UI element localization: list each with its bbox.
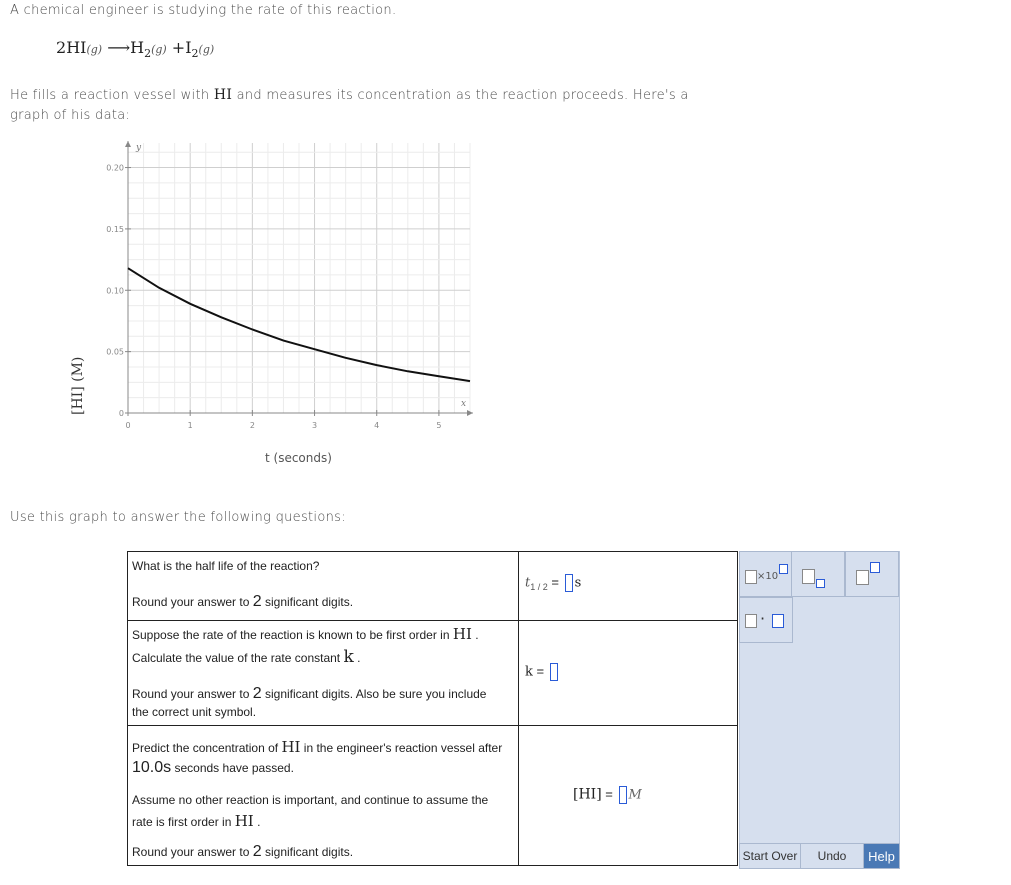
q3-line1-post: in the engineer's reaction vessel after: [303, 741, 503, 755]
question-row-3: [128, 726, 738, 866]
q2-round-pre: Round your answer to: [132, 687, 250, 701]
q3-time-unit: s: [163, 759, 172, 776]
x-axis-label: [265, 451, 332, 465]
q1-round-post: significant digits.: [265, 595, 354, 609]
x10-base-box: [745, 570, 757, 584]
q1-round: [132, 593, 514, 611]
help-button[interactable]: Help: [863, 843, 900, 869]
q3-line1-pre: Predict the concentration of: [132, 741, 279, 755]
superscript-base-box: [856, 570, 869, 585]
start-over-button[interactable]: Start Over: [739, 843, 801, 869]
q1-prompt: [128, 552, 519, 621]
q3-assume-1: Assume no other reaction is important, and continue to assume the: [132, 793, 489, 807]
q1-answer-cell: [519, 552, 738, 621]
q3-round: [132, 843, 514, 861]
q3-line-2: [132, 759, 514, 777]
q3-equals: =: [605, 786, 613, 802]
multiply-dot-button[interactable]: [739, 597, 793, 643]
eq-sub-2: 2: [191, 47, 199, 61]
q2-round: [132, 685, 514, 703]
y-tick-label: 0.05: [106, 347, 124, 357]
q1-t-sub: 1 / 2: [530, 582, 548, 593]
q3-assume2-post: .: [257, 815, 261, 829]
description-pre: He fills a reaction vessel with: [10, 88, 210, 103]
subscript-base-box: [802, 569, 815, 584]
description-line-1: [10, 87, 689, 103]
intro-text: A chemical engineer is studying the rate of this reaction.: [10, 3, 397, 18]
y-tick-label: 0.20: [106, 163, 124, 173]
q1-answer-input[interactable]: [565, 574, 573, 592]
q1-answer: [525, 574, 581, 592]
q3-line1-hi: HI: [281, 738, 301, 756]
q3-hi-label: [HI]: [573, 786, 602, 803]
q2-answer: [525, 663, 560, 681]
q3-round-pre: Round your answer to: [132, 845, 250, 859]
eq-sub-1: 2: [144, 47, 152, 61]
x-tick-label: 0: [125, 421, 131, 430]
question-row-2: [128, 621, 738, 726]
eq-plus: +: [171, 38, 186, 57]
eq-phase-1: (g): [86, 43, 103, 56]
question-row-1: [128, 552, 738, 621]
graph-ticks: [106, 164, 441, 430]
y-axis-label: [HI] (M): [70, 356, 86, 415]
y-tick-label: 0.15: [106, 224, 124, 234]
y-axis-arrow: [125, 141, 131, 147]
dot-right-box: [772, 614, 784, 628]
q1-equals: =: [551, 574, 559, 590]
use-graph-text: Use this graph to answer the following questions:: [10, 510, 346, 525]
description-line-2: graph of his data:: [10, 108, 131, 123]
q2-answer-cell: [519, 621, 738, 726]
eq-h2: H: [130, 38, 145, 57]
q2-digits: 2: [252, 685, 262, 702]
x-axis-letter: x: [461, 399, 467, 409]
q3-answer-input[interactable]: [619, 786, 627, 804]
q3-round-post: significant digits.: [265, 845, 354, 859]
x-axis-label-text: t (seconds): [265, 451, 332, 465]
eq-reactant: HI: [66, 38, 87, 57]
subscript-box: [816, 579, 825, 588]
x-tick-label: 5: [436, 421, 442, 430]
x-tick-label: 4: [374, 421, 380, 430]
eq-i2: I: [185, 38, 192, 57]
q2-round-post: significant digits. Also be sure you include: [265, 687, 487, 701]
q2-prompt: [128, 621, 519, 726]
q2-line1-pre: Suppose the rate of the reaction is known to be first order in: [132, 628, 450, 642]
y-tick-label: 0: [118, 409, 124, 418]
q2-k: k: [343, 647, 354, 667]
q3-assume2-pre: rate is first order in: [132, 815, 232, 829]
superscript-box: [870, 562, 880, 573]
q3-time-post: seconds have passed.: [174, 761, 294, 775]
q3-assume-2: [132, 812, 514, 830]
eq-phase-2: (g): [151, 43, 167, 56]
subscript-button[interactable]: [791, 551, 845, 597]
x10-button[interactable]: [739, 551, 793, 597]
eq-phase-3: (g): [198, 43, 215, 56]
q2-equals: =: [536, 663, 545, 679]
undo-button[interactable]: Undo: [800, 843, 864, 869]
eq-coef: 2: [56, 38, 67, 57]
q3-assume2-hi: HI: [234, 812, 254, 830]
q3-unit: M: [628, 787, 642, 803]
y-axis-letter: y: [136, 143, 142, 153]
description-post: and measures its concentration as the reaction proceeds. Here's a: [236, 88, 689, 103]
description-hi: HI: [213, 87, 233, 103]
eq-arrow: ⟶: [107, 38, 131, 57]
q1-round-pre: Round your answer to: [132, 595, 250, 609]
x-tick-label: 2: [249, 421, 255, 430]
reaction-equation: [56, 38, 214, 60]
dot-label: ·: [760, 609, 766, 628]
y-tick-label: 0.10: [106, 286, 124, 296]
q2-line2-post: .: [357, 651, 361, 665]
q2-line-2: [132, 647, 514, 667]
superscript-button[interactable]: [845, 551, 899, 597]
q2-round-line-2: the correct unit symbol.: [132, 705, 257, 719]
q3-time-value: 10.0: [132, 759, 164, 776]
q2-line1-post: .: [475, 628, 479, 642]
q1-t-label: t: [525, 575, 531, 591]
q2-line1-hi: HI: [452, 625, 472, 643]
q3-digits: 2: [252, 843, 262, 860]
q1-unit: s: [574, 575, 582, 591]
q2-line2-pre: Calculate the value of the rate constant: [132, 651, 341, 665]
x-tick-label: 3: [311, 421, 318, 430]
x10-label: ×10: [757, 571, 779, 582]
dot-left-box: [745, 614, 757, 628]
q3-answer: [573, 786, 642, 804]
q3-line-1: [132, 738, 514, 756]
x10-exponent-box: [779, 564, 788, 574]
x-tick-label: 1: [187, 421, 193, 430]
q1-question: What is the half life of the reaction?: [132, 559, 320, 573]
q3-prompt: [128, 726, 519, 866]
q1-digits: 2: [252, 593, 262, 610]
q2-line-1: [132, 625, 514, 643]
questions-table: [127, 551, 738, 866]
concentration-graph: [60, 135, 480, 475]
q2-k-label: k: [525, 664, 533, 680]
q2-answer-input[interactable]: [550, 663, 558, 681]
q3-answer-cell: [519, 726, 738, 866]
